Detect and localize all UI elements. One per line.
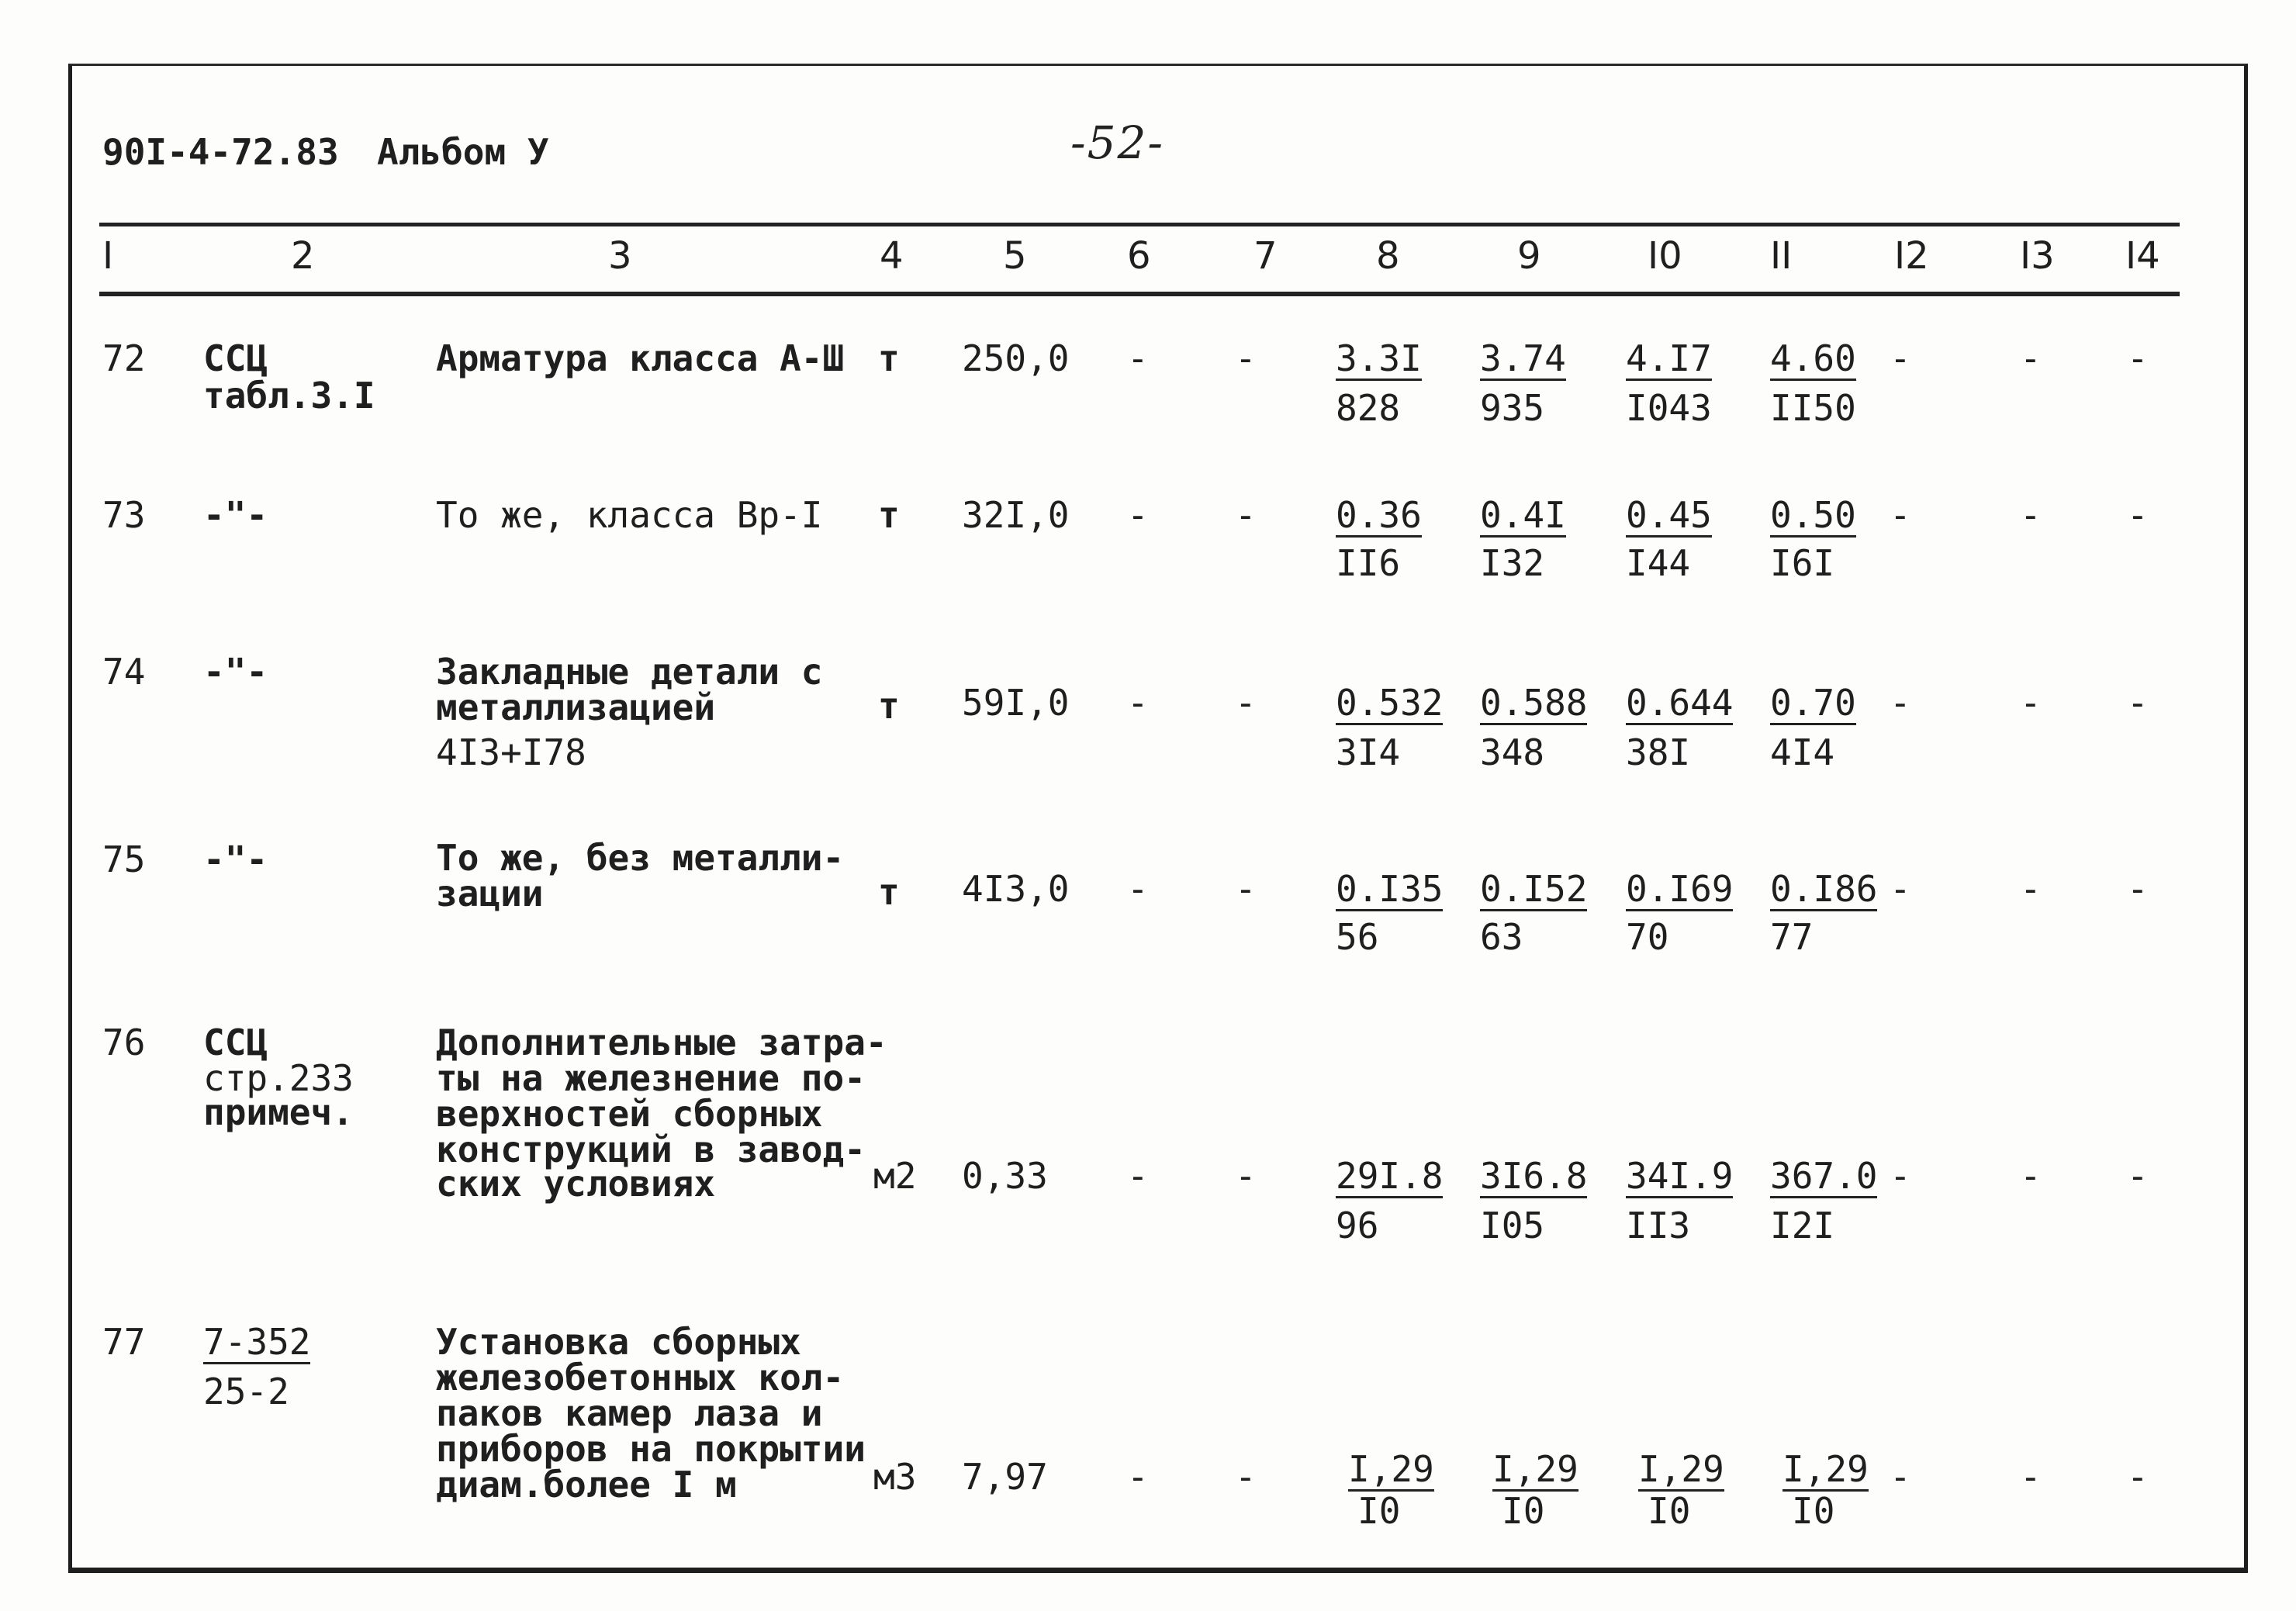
column-header: 5: [1003, 234, 1027, 278]
cost-value: 0.36: [1336, 494, 1422, 536]
column-header: 7: [1253, 234, 1278, 278]
reference-line: -"-: [203, 494, 268, 536]
row-number: 77: [102, 1321, 146, 1363]
cell-col6: -: [1127, 1155, 1149, 1197]
cost-value: 0.I69: [1626, 868, 1734, 910]
cost-value: 0.I35: [1336, 868, 1444, 910]
description-line: 4I3+I78: [436, 731, 586, 773]
cell-col12: -: [1890, 868, 1911, 910]
description-line: железобетонных кол-: [436, 1357, 845, 1398]
description-line: То же, класса Вр-I: [436, 494, 823, 536]
column-header: 4: [880, 234, 904, 278]
cell-col13: -: [2020, 1155, 2042, 1197]
reference-line: -"-: [203, 651, 268, 693]
quantity: 0,33: [962, 1155, 1048, 1197]
unit: м3: [873, 1456, 917, 1498]
cell-col13: -: [2020, 494, 2042, 536]
unit: м2: [873, 1155, 917, 1197]
reference-line: ССЦ: [203, 337, 268, 379]
cell-col14: -: [2127, 868, 2149, 910]
row-number: 74: [102, 651, 146, 693]
cell-col7: -: [1235, 682, 1257, 724]
reference-line: табл.3.I: [203, 375, 375, 417]
description-line: диам.более I м: [436, 1464, 737, 1506]
description-line: ских условиях: [436, 1163, 716, 1205]
doc-number: 90I-4-72.83: [102, 131, 339, 173]
quantity: 4I3,0: [962, 868, 1070, 910]
reference-line: 7-352: [203, 1321, 311, 1363]
wage-value: 77: [1770, 916, 1814, 958]
cost-value: 0.45: [1626, 494, 1712, 536]
column-header: 2: [291, 234, 315, 278]
description-line: То же, без металли-: [436, 837, 845, 879]
cell-col14: -: [2127, 337, 2149, 379]
cell-col12: -: [1890, 494, 1911, 536]
unit: т: [878, 337, 900, 379]
column-header: 9: [1517, 234, 1541, 278]
cell-col6: -: [1127, 337, 1149, 379]
wage-value: 935: [1480, 387, 1545, 429]
column-header: 3: [608, 234, 632, 278]
cell-col6: -: [1127, 1456, 1149, 1498]
cell-col12: -: [1890, 1456, 1911, 1498]
wage-value: 56: [1336, 916, 1379, 958]
description-line: Арматура класса А-Ш: [436, 337, 845, 379]
reference-line: 25-2: [203, 1371, 289, 1412]
quantity: 32I,0: [962, 494, 1070, 536]
cell-col7: -: [1235, 868, 1257, 910]
header-rule-bottom: [99, 292, 2180, 296]
column-header: II: [1770, 234, 1793, 278]
description-line: приборов на покрытии: [436, 1428, 866, 1470]
description-line: Установка сборных: [436, 1321, 801, 1363]
wage-value: I0: [1792, 1490, 1835, 1532]
page-number: -52-: [1070, 116, 1164, 169]
cost-value: I,29: [1348, 1448, 1434, 1490]
cost-value: 0.70: [1770, 682, 1856, 724]
quantity: 59I,0: [962, 682, 1070, 724]
cost-value: 0.588: [1480, 682, 1588, 724]
reference-line: стр.233: [203, 1057, 354, 1099]
quantity: 7,97: [962, 1456, 1048, 1498]
cell-col6: -: [1127, 494, 1149, 536]
reference-line: -"-: [203, 838, 268, 880]
description-line: ты на железнение по-: [436, 1057, 866, 1099]
unit: т: [878, 494, 900, 536]
description-line: паков камер лаза и: [436, 1392, 823, 1434]
wage-value: II3: [1626, 1205, 1691, 1246]
cost-value: 0.50: [1770, 494, 1856, 536]
cell-col6: -: [1127, 868, 1149, 910]
reference-line: примеч.: [203, 1091, 354, 1133]
row-number: 73: [102, 494, 146, 536]
row-number: 76: [102, 1022, 146, 1063]
cell-col7: -: [1235, 337, 1257, 379]
column-header: 8: [1376, 234, 1400, 278]
cost-value: 29I.8: [1336, 1155, 1444, 1197]
cost-value: 4.I7: [1626, 337, 1712, 379]
cell-col13: -: [2020, 682, 2042, 724]
wage-value: I0: [1648, 1490, 1691, 1532]
cell-col14: -: [2127, 494, 2149, 536]
column-header: 6: [1127, 234, 1151, 278]
wage-value: 828: [1336, 387, 1401, 429]
wage-value: 70: [1626, 916, 1669, 958]
cell-col7: -: [1235, 494, 1257, 536]
description-line: конструкций в завод-: [436, 1129, 866, 1170]
cost-value: 0.532: [1336, 682, 1444, 724]
description-line: Закладные детали с: [436, 651, 823, 693]
wage-value: 96: [1336, 1205, 1379, 1246]
cost-value: 0.I86: [1770, 868, 1878, 910]
wage-value: I05: [1480, 1205, 1545, 1246]
reference-line: ССЦ: [203, 1022, 268, 1063]
unit: т: [878, 871, 900, 913]
wage-value: I6I: [1770, 542, 1835, 584]
unit: т: [878, 685, 900, 727]
wage-value: II50: [1770, 387, 1856, 429]
row-number: 72: [102, 337, 146, 379]
cell-col14: -: [2127, 1155, 2149, 1197]
cost-value: I,29: [1783, 1448, 1869, 1490]
quantity: 250,0: [962, 337, 1070, 379]
cost-value: 4.60: [1770, 337, 1856, 379]
column-header: I0: [1648, 234, 1682, 278]
column-header: I: [102, 234, 114, 278]
wage-value: 38I: [1626, 731, 1691, 773]
wage-value: I0: [1502, 1490, 1545, 1532]
header-rule-top: [99, 223, 2180, 226]
wage-value: 63: [1480, 916, 1523, 958]
cell-col13: -: [2020, 337, 2042, 379]
description-line: Дополнительные затра-: [436, 1022, 887, 1063]
description-line: металлизацией: [436, 686, 716, 728]
cell-col7: -: [1235, 1456, 1257, 1498]
cost-value: 367.0: [1770, 1155, 1878, 1197]
album-label: Альбом У: [377, 131, 549, 173]
description-line: зации: [436, 873, 544, 914]
column-header: I2: [1894, 234, 1929, 278]
wage-value: I44: [1626, 542, 1691, 584]
cost-value: 0.644: [1626, 682, 1734, 724]
cost-value: 3I6.8: [1480, 1155, 1588, 1197]
cost-value: 34I.9: [1626, 1155, 1734, 1197]
cell-col14: -: [2127, 682, 2149, 724]
cell-col12: -: [1890, 682, 1911, 724]
cost-value: 3.74: [1480, 337, 1566, 379]
wage-value: 4I4: [1770, 731, 1835, 773]
cost-value: I,29: [1492, 1448, 1578, 1490]
column-header: I4: [2125, 234, 2160, 278]
cell-col6: -: [1127, 682, 1149, 724]
page-frame: [68, 64, 2248, 1573]
wage-value: I0: [1357, 1490, 1401, 1532]
cell-col13: -: [2020, 868, 2042, 910]
cost-value: 0.I52: [1480, 868, 1588, 910]
cell-col14: -: [2127, 1456, 2149, 1498]
cell-col7: -: [1235, 1155, 1257, 1197]
wage-value: II6: [1336, 542, 1401, 584]
cost-value: I,29: [1638, 1448, 1724, 1490]
wage-value: I043: [1626, 387, 1712, 429]
cell-col12: -: [1890, 337, 1911, 379]
cost-value: 3.3I: [1336, 337, 1422, 379]
column-header: I3: [2020, 234, 2055, 278]
cell-col12: -: [1890, 1155, 1911, 1197]
description-line: верхностей сборных: [436, 1093, 823, 1135]
cell-col13: -: [2020, 1456, 2042, 1498]
wage-value: I2I: [1770, 1205, 1835, 1246]
wage-value: 348: [1480, 731, 1545, 773]
wage-value: I32: [1480, 542, 1545, 584]
row-number: 75: [102, 838, 146, 880]
wage-value: 3I4: [1336, 731, 1401, 773]
cost-value: 0.4I: [1480, 494, 1566, 536]
